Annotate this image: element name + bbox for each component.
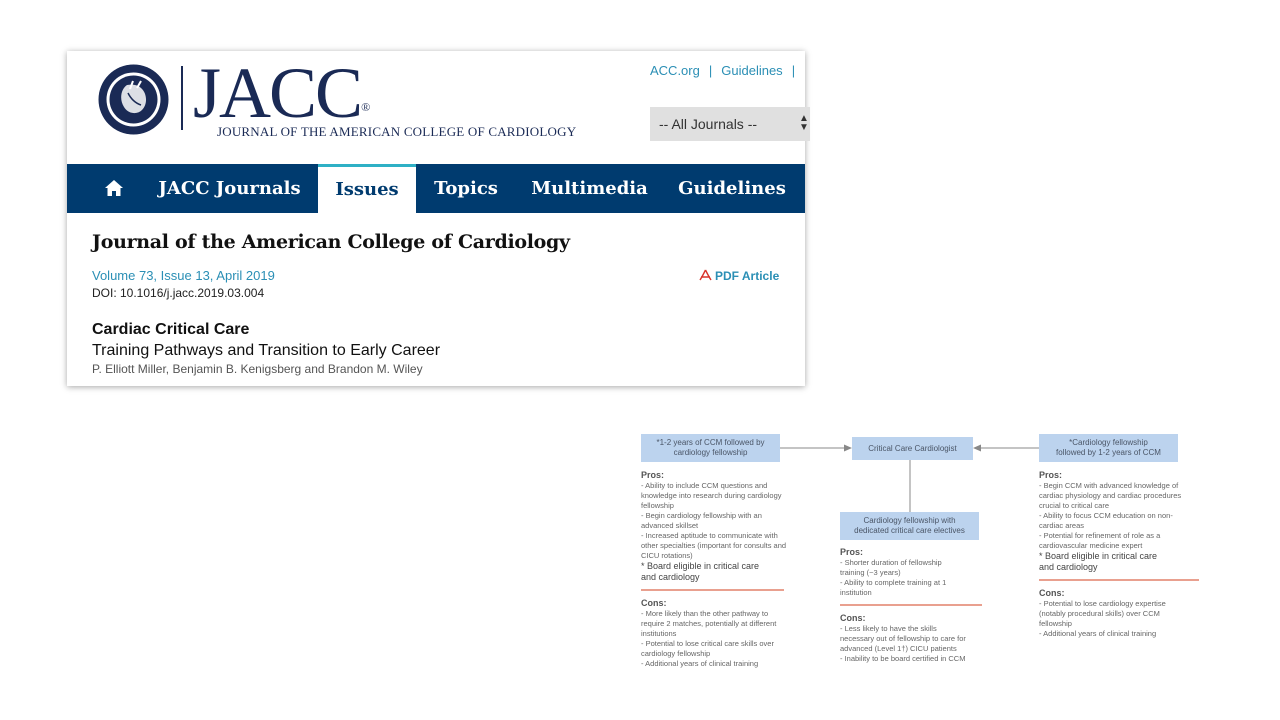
pros-line: knowledge into research during cardiology bbox=[641, 491, 782, 500]
pros-line: - Ability to include CCM questions and bbox=[641, 481, 768, 490]
pros-line: crucial to critical care bbox=[1039, 501, 1110, 510]
board-note: * Board eligible in critical care bbox=[641, 561, 760, 571]
node-cardiology-electives bbox=[840, 512, 979, 540]
main-nav bbox=[67, 164, 805, 213]
training-pathways-diagram bbox=[630, 428, 1220, 688]
nav-guidelines[interactable]: Guidelines bbox=[678, 178, 786, 199]
pros-line: cardiovascular medicine expert bbox=[1039, 541, 1143, 550]
cons-line: require 2 matches, potentially at different bbox=[641, 619, 777, 628]
article-authors: P. Elliott Miller, Benjamin B. Kenigsberg and Brandon M. Wiley bbox=[92, 362, 423, 376]
cons-line: necessary out of fellowship to care for bbox=[840, 634, 966, 643]
cons-line: - Potential to lose critical care skills over bbox=[641, 639, 774, 648]
cons-line: - Potential to lose cardiology expertise bbox=[1039, 599, 1166, 608]
pros-line: cardiac physiology and cardiac procedures bbox=[1039, 491, 1182, 500]
pros-line: - Ability to complete training at 1 bbox=[840, 578, 947, 587]
node-line: *Cardiology fellowship bbox=[1069, 438, 1148, 447]
section-rule bbox=[1039, 579, 1199, 581]
right-pathway-details bbox=[1039, 470, 1199, 639]
select-arrows-icon: ▲ ▼ bbox=[799, 113, 809, 133]
node-line: Critical Care Cardiologist bbox=[868, 443, 957, 453]
site-header bbox=[67, 51, 809, 164]
cons-line: - Additional years of clinical training bbox=[1039, 629, 1157, 638]
nav-topics[interactable]: Topics bbox=[434, 178, 498, 199]
nav-jacc-journals[interactable]: JACC Journals bbox=[158, 178, 301, 199]
node-line: Cardiology fellowship with bbox=[863, 516, 956, 525]
pros-line: - Begin CCM with advanced knowledge of bbox=[1039, 481, 1179, 490]
pros-line: CICU rotations) bbox=[641, 551, 693, 560]
cons-line: advanced (Level 1†) CICU patients bbox=[840, 644, 957, 653]
cons-line: cardiology fellowship bbox=[641, 649, 711, 658]
pros-line: - Potential for refinement of role as a bbox=[1039, 531, 1161, 540]
journal-select[interactable] bbox=[650, 107, 810, 141]
cons-line: - More likely than the other pathway to bbox=[641, 609, 769, 618]
cons-heading: Cons: bbox=[1039, 588, 1065, 598]
acc-seal-icon[interactable] bbox=[97, 63, 170, 136]
pros-line: cardiac areas bbox=[1039, 521, 1085, 530]
article-card bbox=[67, 51, 809, 386]
pros-heading: Pros: bbox=[641, 470, 665, 480]
left-pathway-details bbox=[641, 470, 787, 669]
jacc-logo[interactable] bbox=[193, 53, 368, 133]
nav-multimedia[interactable]: Multimedia bbox=[531, 178, 648, 199]
pros-line: fellowship bbox=[641, 501, 674, 510]
pros-heading: Pros: bbox=[1039, 470, 1063, 480]
volume-link[interactable]: Volume 73, Issue 13, April 2019 bbox=[92, 268, 275, 283]
pros-line: advanced skillset bbox=[641, 521, 699, 530]
board-note: and cardiology bbox=[641, 572, 700, 582]
pdf-article-link[interactable] bbox=[699, 269, 779, 283]
pros-line: institution bbox=[840, 588, 872, 597]
cons-line: fellowship bbox=[1039, 619, 1072, 628]
node-line: *1-2 years of CCM followed by bbox=[656, 438, 765, 447]
home-icon[interactable] bbox=[105, 180, 123, 196]
node-cardiology-first bbox=[1039, 434, 1178, 462]
pros-line: other specialties (important for consults and bbox=[641, 541, 787, 550]
cons-line: - Additional years of clinical training bbox=[641, 659, 759, 668]
cons-heading: Cons: bbox=[641, 598, 667, 608]
pdf-label: PDF Article bbox=[715, 269, 780, 283]
pros-line: - Increased aptitude to communicate with bbox=[641, 531, 778, 540]
cons-line: - Inability to be board certified in CCM bbox=[840, 654, 966, 663]
pros-heading: Pros: bbox=[840, 547, 864, 557]
section-rule bbox=[641, 589, 784, 591]
middle-pathway-details bbox=[840, 547, 982, 664]
link-acc-org[interactable]: ACC.org bbox=[650, 63, 700, 78]
arrowhead-left bbox=[844, 445, 852, 452]
top-links bbox=[650, 63, 804, 78]
nav-issues[interactable]: Issues bbox=[318, 164, 416, 213]
cons-line: institutions bbox=[641, 629, 677, 638]
arrowhead-right bbox=[973, 445, 981, 452]
cons-line: - Less likely to have the skills bbox=[840, 624, 937, 633]
node-critical-care-cardiologist bbox=[852, 437, 973, 460]
article-subtitle: Training Pathways and Transition to Early Career bbox=[92, 342, 441, 359]
pros-line: - Shorter duration of fellowship bbox=[840, 558, 942, 567]
node-ccm-first bbox=[641, 434, 780, 462]
logo-text: JACC bbox=[193, 53, 362, 133]
link-separator: | bbox=[791, 63, 796, 78]
board-note: * Board eligible in critical care bbox=[1039, 551, 1158, 561]
article-title: Cardiac Critical Care bbox=[92, 321, 250, 338]
section-rule bbox=[840, 604, 982, 606]
cons-line: (notably procedural skills) over CCM bbox=[1039, 609, 1160, 618]
logo-divider bbox=[181, 66, 183, 130]
pros-line: - Begin cardiology fellowship with an bbox=[641, 511, 762, 520]
journal-select-value: -- All Journals -- bbox=[659, 116, 758, 132]
board-note: and cardiology bbox=[1039, 562, 1098, 572]
pros-line: training (~3 years) bbox=[840, 568, 901, 577]
pros-line: - Ability to focus CCM education on non- bbox=[1039, 511, 1173, 520]
link-guidelines[interactable]: Guidelines bbox=[721, 63, 783, 78]
node-line: dedicated critical care electives bbox=[854, 526, 965, 535]
pdf-icon bbox=[699, 269, 712, 281]
logo-trademark: ® bbox=[361, 100, 369, 114]
cons-heading: Cons: bbox=[840, 613, 866, 623]
node-line: followed by 1-2 years of CCM bbox=[1056, 448, 1161, 457]
link-separator: | bbox=[708, 63, 713, 78]
journal-title: Journal of the American College of Cardiology bbox=[92, 231, 570, 253]
node-line: cardiology fellowship bbox=[673, 448, 748, 457]
logo-subtitle: JOURNAL OF THE AMERICAN COLLEGE OF CARDIOLOGY bbox=[217, 124, 577, 139]
doi: DOI: 10.1016/j.jacc.2019.03.004 bbox=[92, 286, 265, 300]
